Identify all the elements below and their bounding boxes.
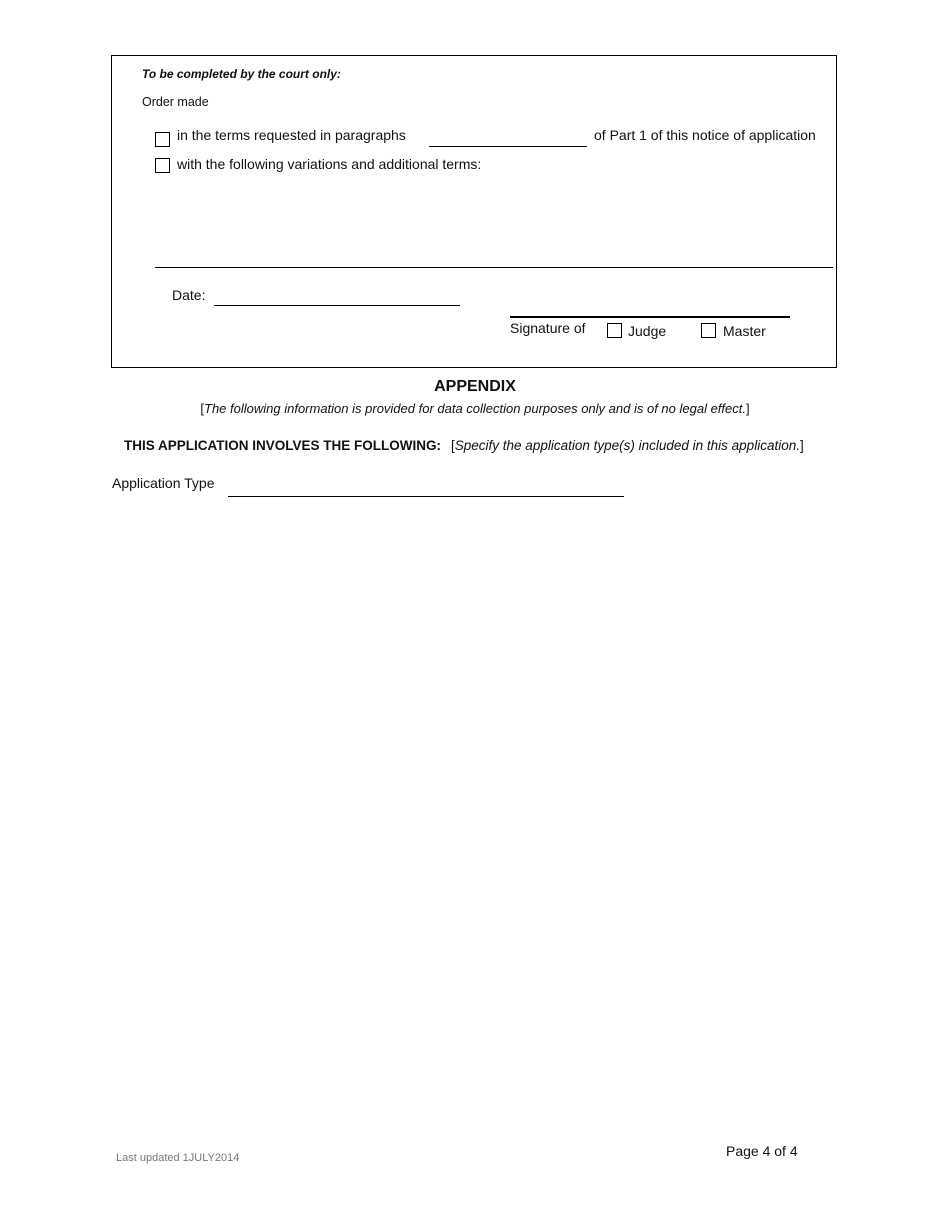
master-label: Master: [723, 323, 766, 339]
involves-label: THIS APPLICATION INVOLVES THE FOLLOWING:: [124, 438, 441, 453]
order-made-label: Order made: [142, 95, 209, 109]
appendix-note-close: ]: [745, 401, 750, 416]
variations-terms-field[interactable]: [155, 267, 833, 268]
involves-hint: Specify the application type(s) included in this application.: [454, 438, 800, 453]
terms-requested-label: in the terms requested in paragraphs: [177, 127, 406, 143]
master-checkbox[interactable]: [701, 323, 716, 338]
variations-checkbox[interactable]: [155, 158, 170, 173]
involves-open: [: [451, 438, 455, 453]
involves-close: ]: [799, 438, 804, 453]
signature-label: Signature of: [510, 320, 586, 336]
appendix-note-open: [: [200, 401, 204, 416]
judge-label: Judge: [628, 323, 667, 339]
judge-checkbox[interactable]: [607, 323, 622, 338]
paragraphs-field[interactable]: [429, 146, 587, 147]
appendix-title: APPENDIX: [434, 378, 516, 395]
court-only-heading: To be completed by the court only:: [142, 67, 341, 81]
court-only-box: [111, 55, 837, 368]
last-updated-text: Last updated 1JULY2014: [116, 1152, 240, 1164]
terms-requested-checkbox[interactable]: [155, 132, 170, 147]
application-type-field[interactable]: [228, 496, 624, 497]
appendix-note-text: The following information is provided for data collection purposes only and is of no legal effect.: [204, 401, 746, 416]
terms-requested-suffix: of Part 1 of this notice of application: [594, 127, 816, 143]
date-label: Date:: [172, 287, 206, 303]
application-type-label: Application Type: [112, 475, 215, 491]
page-number: Page 4 of 4: [726, 1143, 798, 1159]
date-field[interactable]: [214, 305, 460, 306]
signature-line[interactable]: [510, 316, 790, 318]
variations-label: with the following variations and additional terms:: [177, 156, 482, 172]
application-involves-line: [124, 438, 804, 453]
appendix-note: [0, 401, 950, 416]
